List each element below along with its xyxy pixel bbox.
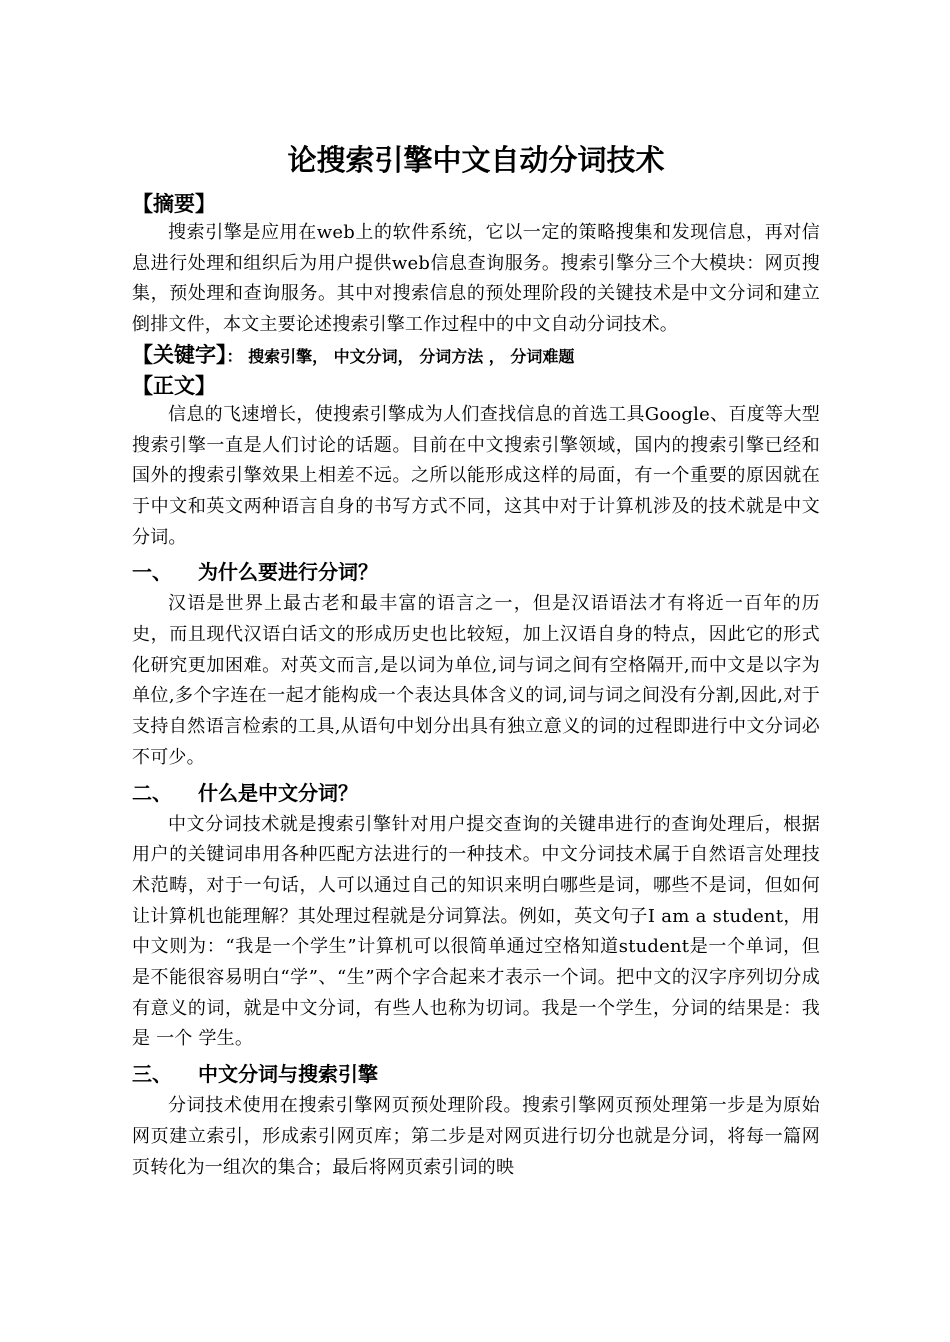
- section-number-3: 三、: [132, 1062, 172, 1087]
- abstract-label: 【摘要】: [132, 192, 216, 216]
- body-intro-text: 信息的飞速增长，使搜索引擎成为人们查找信息的首选工具Google、百度等大型搜索引擎一直是人们讨论的话题。目前在中文搜索引擎领域，国内的搜索引擎已经和国外的搜索引擎效果上相差不远。之所以能形成这样的局面，有一个重要的原因就在于中文和英文两种语言自身的书写方式不同，这其中对于计算机涉及的技术就是中文分词。: [132, 403, 820, 548]
- body-label: 【正文】: [132, 373, 216, 398]
- section-title-3: 中文分词与搜索引擎: [198, 1062, 378, 1087]
- section-heading-1: [132, 555, 820, 589]
- section-heading-2: [132, 776, 820, 810]
- keywords-line: [132, 341, 820, 372]
- keywords-label: 【关键字】: [132, 342, 227, 367]
- keywords-text: ： 搜索引擎， 中文分词， 分词方法 ， 分词难题: [226, 346, 575, 366]
- section-text-1: 汉语是世界上最古老和最丰富的语言之一，但是汉语语法才有将近一百年的历史，而且现代汉语白话文的形成历史也比较短，加上汉语自身的特点，因此它的形式化研究更加困难。对英文而言,是以词为单位,词与词之间有空格隔开,而中文是以字为单位,多个字连在一起才能构成一个表达具体含义的词,词与词之间没有分割,因此,对于支持自然语言检索的工具,从语句中划分出具有独立意义的词的过程即进行中文分词必不可少。: [132, 593, 820, 768]
- section-title-2: 什么是中文分词？: [198, 780, 358, 805]
- section-heading-3: [132, 1057, 820, 1091]
- document-title: 论搜索引擎中文自动分词技术: [287, 143, 665, 177]
- section-text-3: 分词技术使用在搜索引擎网页预处理阶段。搜索引擎网页预处理第一步是为原始网页建立索引，形成索引网页库；第二步是对网页进行切分也就是分词，将每一篇网页转化为一组次的集合；最后将网页索引词的映: [132, 1095, 820, 1178]
- abstract-text: 搜索引擎是应用在web上的软件系统，它以一定的策略搜集和发现信息，再对信息进行处理和组织后为用户提供web信息查询服务。搜索引擎分三个大模块：网页搜集，预处理和查询服务。其中对搜索信息的预处理阶段的关键技术是中文分词和建立倒排文件，本文主要论述搜索引擎工作过程中的中文自动分词技术。: [132, 222, 820, 336]
- section-text-2: 中文分词技术就是搜索引擎针对用户提交查询的关键串进行的查询处理后，根据用户的关键词串用各种匹配方法进行的一种技术。中文分词技术属于自然语言处理技术范畴，对于一句话，人可以通过自己的知识来明白哪些是词，哪些不是词，但如何让计算机也能理解？其处理过程就是分词算法。例如，英文句子I am a student，用中文则为：“我是一个学生”计算机可以很简单通过空格知道student是一个单词，但是不能很容易明白“学”、“生”两个字合起来才表示一个词。把中文的汉字序列切分成有意义的词，就是中文分词，有些人也称为切词。我是一个学生，分词的结果是：我 是 一个 学生。: [132, 813, 820, 1050]
- section-number-2: 二、: [132, 780, 172, 805]
- section-number-1: 一、: [132, 560, 172, 585]
- document-content: [132, 140, 820, 1183]
- section-title-1: 为什么要进行分词？: [198, 560, 378, 585]
